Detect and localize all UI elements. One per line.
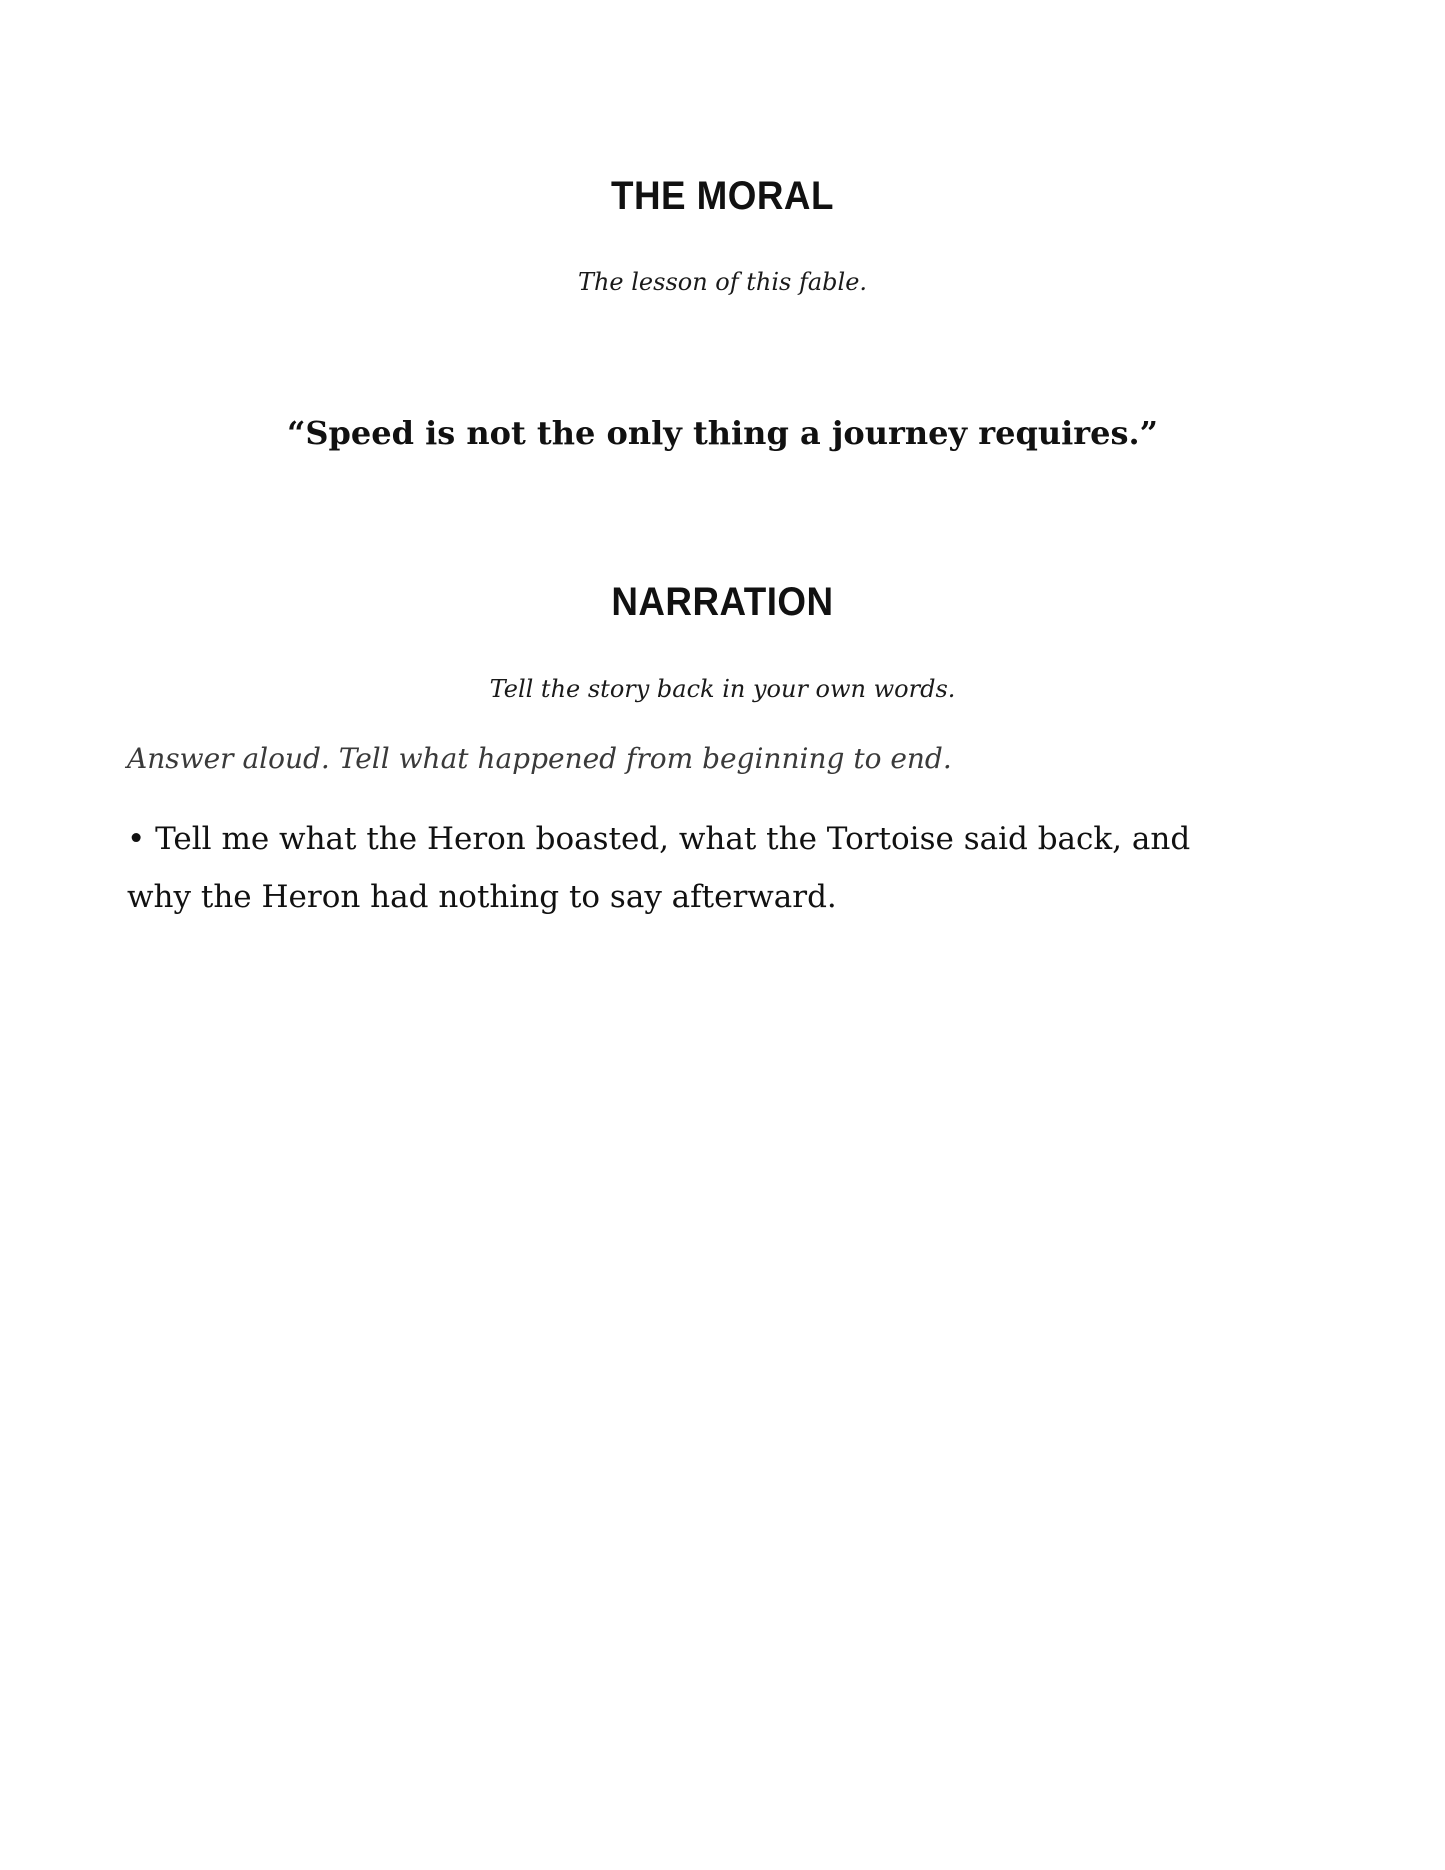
moral-quote: “Speed is not the only thing a journey requires.” xyxy=(286,414,1159,452)
narration-heading: NARRATION xyxy=(611,580,834,624)
narration-subtitle: Tell the story back in your own words. xyxy=(489,675,956,703)
moral-subtitle: The lesson of this fable. xyxy=(577,268,868,296)
moral-heading: THE MORAL xyxy=(611,174,834,218)
narration-instruction: Answer aloud. Tell what happened from beginning to end. xyxy=(127,742,952,775)
narration-prompt: • Tell me what the Heron boasted, what the Tortoise said back, and why the Heron had nothing to say afterward. xyxy=(127,821,1191,915)
